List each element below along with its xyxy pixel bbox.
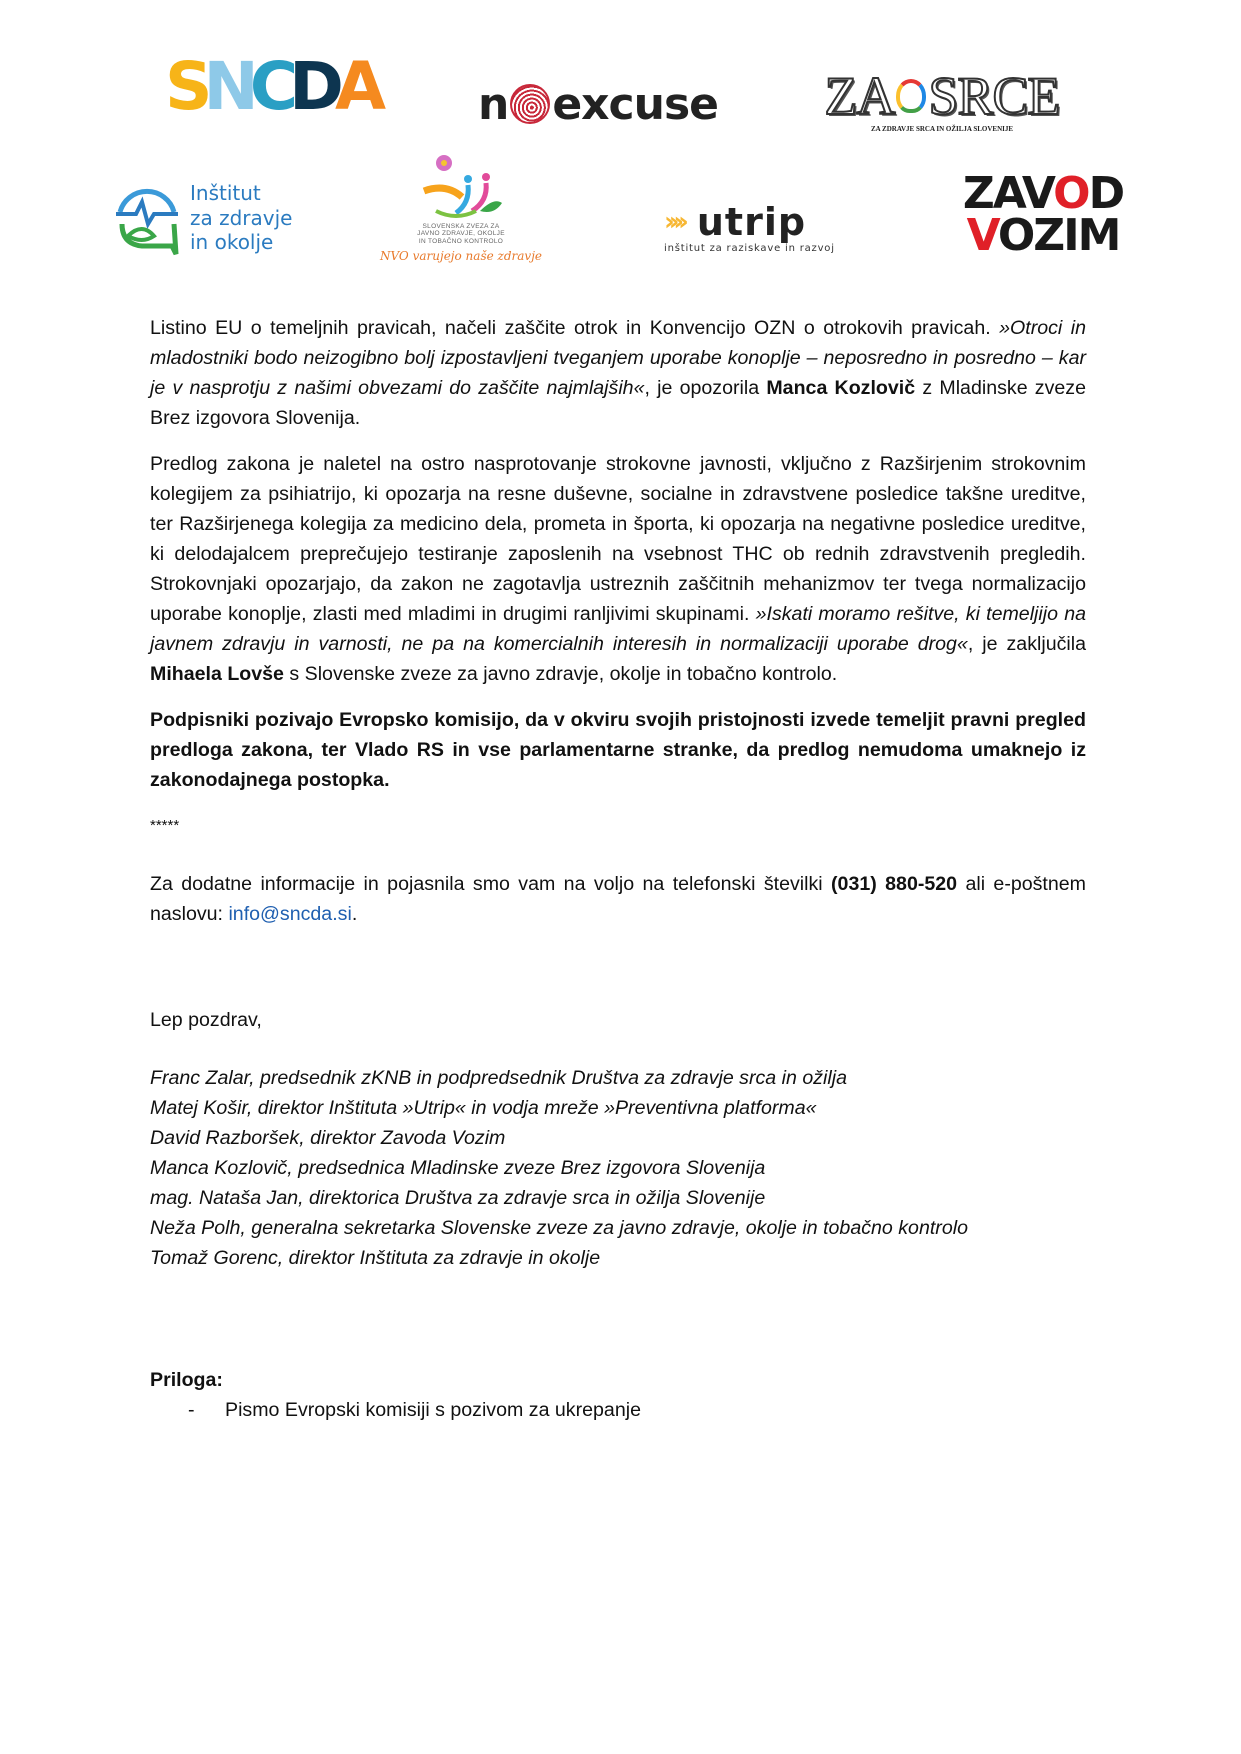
vozim-line1b: O [1053, 168, 1089, 220]
utrip-subtitle: inštitut za raziskave in razvoj [664, 242, 835, 254]
zasrce-logo [824, 66, 1060, 136]
p1-text-2: , je opozorila [644, 377, 767, 399]
szjz-caption-3: IN TOBAČNO KONTROLO [418, 237, 504, 245]
izo-line-2: za zdravje [190, 205, 293, 230]
vozim-line2a: V [966, 210, 998, 261]
utrip-logo [664, 198, 864, 258]
paragraph-2 [150, 449, 1086, 689]
vozim-line1c: D [1088, 168, 1124, 220]
sncda-letter-a: A [334, 48, 378, 125]
utrip-wordmark: utrip [696, 199, 807, 244]
p2-name: Mihaela Lovše [150, 663, 284, 685]
noexcuse-suffix: excuse [552, 78, 718, 130]
fingerprint-globe-icon [510, 84, 550, 124]
signatory: David Razboršek, direktor Zavoda Vozim [150, 1127, 506, 1149]
p2-text-2: , je zaključila [967, 633, 1087, 655]
sncda-letter-c: C [249, 48, 290, 125]
vozim-line1a: ZAV [962, 168, 1054, 220]
list-bullet: - [188, 1399, 195, 1421]
signatory: Matej Košir, direktor Inštituta »Utrip« in vodja mreže »Preventivna platforma« [150, 1097, 817, 1119]
signatory: Neža Polh, generalna sekretarka Slovenske zveze za javno zdravje, okolje in tobačno kontrolo [150, 1217, 968, 1239]
attachments-label-text: Priloga: [150, 1369, 223, 1391]
sncda-letter-n: N [203, 48, 250, 125]
letter-body [150, 313, 1086, 1425]
contact-text-1: Za dodatne informacije in pojasnila smo vam na voljo na telefonski številki [150, 873, 832, 895]
signatory: Tomaž Gorenc, direktor Inštituta za zdravje in okolje [150, 1247, 601, 1269]
noexcuse-logo [478, 74, 748, 134]
zavod-vozim-logo [962, 160, 1124, 270]
szjz-caption-2: JAVNO ZDRAVJE, OKOLJE [417, 230, 505, 238]
p2-quote: »Iskati moramo rešitve, ki temeljijo na javnem zdravju in varnosti, ne pa na komercialnih interesih in normalizaciji uporabe drog« [150, 603, 1086, 655]
sncda-logo [162, 48, 380, 125]
vozim-line2b: OZIM [997, 210, 1120, 261]
attachments-label [150, 1365, 1086, 1395]
attachment-text: Pismo Evropski komisiji s pozivom za ukrepanje [225, 1399, 641, 1421]
heartbeat-leaf-icon [112, 178, 182, 258]
szjz-slogan: NVO varujejo naše zdravje [379, 249, 543, 264]
zasrce-left: ZA [824, 66, 895, 126]
contact-phone: (031) 880-520 [831, 873, 958, 895]
zasrce-caption: ZA ZDRAVJE SRCA IN OŽILJA SLOVENIJE [870, 125, 1014, 133]
p2-text-1: Predlog zakona je naletel na ostro nasprotovanje strokovne javnosti, vključno z Razširjenim strokovnim kolegijem za psihiatrijo, ki opozarja na resne duševne, socialne in zdravstvene posledice takšne ureditve, ter Razširjenega kolegija za medicino dela, prometa in športa, ki opozarja na negativne posledice ureditve, ki delodajalcem preprečujejo testiranje zaposlenih na vsebnost THC ob rednih zdravstvenih pregledih. Strokovnjaki opozarjajo, da zakon ne zagotavlja ustreznih zaščitnih mehanizmov ter tvega normalizacijo uporabe konoplje, zlasti med mladimi in drugimi ranljivimi skupinami. [150, 453, 1086, 625]
contact-paragraph [150, 869, 1086, 929]
signatory: Franc Zalar, predsednik zKNB in podpredsednik Društva za zdravje srca in ožilja [150, 1067, 847, 1089]
sncda-letter-d: D [289, 48, 335, 125]
contact-text-2: ali e-poštnem naslovu: [150, 873, 1086, 925]
institut-zdravje-okolje-logo [112, 168, 302, 268]
paragraph-3-call-to-action [150, 705, 1086, 795]
separator: ***** [150, 817, 180, 834]
signatory: Manca Kozlovič, predsednica Mladinske zveze Brez izgovora Slovenija [150, 1157, 766, 1179]
p1-quote: »Otroci in mladostniki bodo neizogibno bolj izpostavljeni tveganjem uporabe konoplje – neposredno in posredno – kar je v nasprotju z našimi obvezami do zaščite najmlajših« [150, 317, 1086, 399]
slovenska-zveza-logo [376, 138, 546, 278]
izo-line-3: in okolje [190, 230, 274, 255]
p1-name: Manca Kozlovič [766, 377, 916, 399]
szjz-caption-1: SLOVENSKA ZVEZA ZA [422, 222, 500, 230]
contact-email-link[interactable]: info@sncda.si [228, 903, 352, 925]
greeting: Lep pozdrav, [150, 1009, 262, 1031]
chevrons-icon: ›››› [664, 206, 683, 237]
p3-text: Podpisniki pozivajo Evropsko komisijo, da v okviru svojih pristojnosti izvede temeljit pravni pregled predloga zakona, ter Vlado RS in vse parlamentarne stranke, da predlog nemudoma umaknejo iz zakonodajnega postopka. [150, 709, 1086, 791]
p1-text-1: Listino EU o temeljnih pravicah, načeli zaščite otrok in Konvencijo OZN o otrokovih pravicah. [150, 317, 1000, 339]
p2-text-3: s Slovenske zveze za javno zdravje, okolje in tobačno kontrolo. [283, 663, 838, 685]
signatories-list [150, 1063, 1086, 1273]
flower-people-icon [416, 153, 506, 223]
izo-line-1: Inštitut [190, 181, 261, 206]
heart-icon [896, 79, 926, 113]
signatory: mag. Nataša Jan, direktorica Društva za zdravje srca in ožilja Slovenije [150, 1187, 766, 1209]
zasrce-right: SRCE [928, 66, 1060, 126]
attachment-item [150, 1395, 1086, 1425]
noexcuse-prefix: n [478, 78, 509, 130]
contact-text-3: . [351, 903, 358, 925]
paragraph-1 [150, 313, 1086, 433]
sncda-letter-s: S [164, 48, 204, 125]
p1-text-3: z Mladinske zveze Brez izgovora Slovenija. [150, 377, 1086, 429]
